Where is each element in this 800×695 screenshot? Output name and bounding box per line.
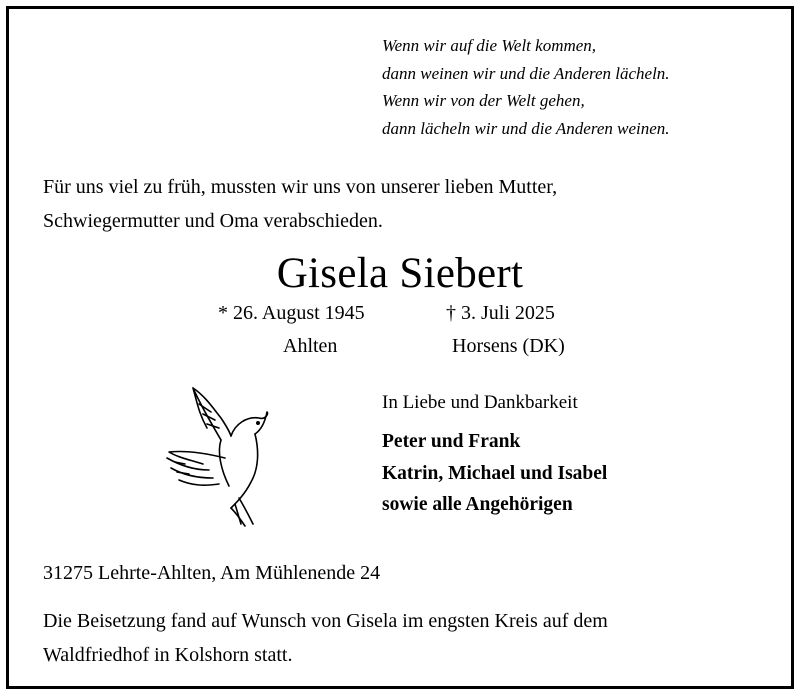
mourner-line: sowie alle Angehörigen	[382, 494, 573, 515]
dove-icon	[155, 378, 275, 528]
birth-place: Ahlten	[283, 335, 338, 357]
mourner-line: Peter und Frank	[382, 431, 521, 452]
note-line: Waldfriedhof in Kolshorn statt.	[43, 644, 293, 666]
poem	[382, 32, 670, 142]
intro-line: Für uns viel zu früh, mussten wir uns von unserer lieben Mutter,	[43, 176, 558, 198]
burial-note	[43, 604, 608, 672]
dedication: In Liebe und Dankbarkeit	[382, 392, 578, 413]
intro-text	[43, 170, 557, 238]
poem-line: dann lächeln wir und die Anderen weinen.	[382, 118, 670, 138]
poem-line: Wenn wir auf die Welt kommen,	[382, 36, 597, 55]
death-place: Horsens (DK)	[452, 335, 565, 357]
mourner-line: Katrin, Michael und Isabel	[382, 462, 608, 484]
death-date: † 3. Juli 2025	[446, 302, 555, 324]
mourners-list	[382, 426, 607, 521]
intro-line: Schwiegermutter und Oma verabschieden.	[43, 210, 383, 232]
note-line: Die Beisetzung fand auf Wunsch von Gisela im engsten Kreis auf dem	[43, 610, 608, 632]
address: 31275 Lehrte-Ahlten, Am Mühlenende 24	[43, 562, 381, 584]
poem-line: dann weinen wir und die Anderen lächeln.	[382, 63, 670, 83]
birth-date: * 26. August 1945	[218, 302, 365, 324]
poem-line: Wenn wir von der Welt gehen,	[382, 91, 585, 110]
deceased-name: Gisela Siebert	[276, 250, 524, 297]
